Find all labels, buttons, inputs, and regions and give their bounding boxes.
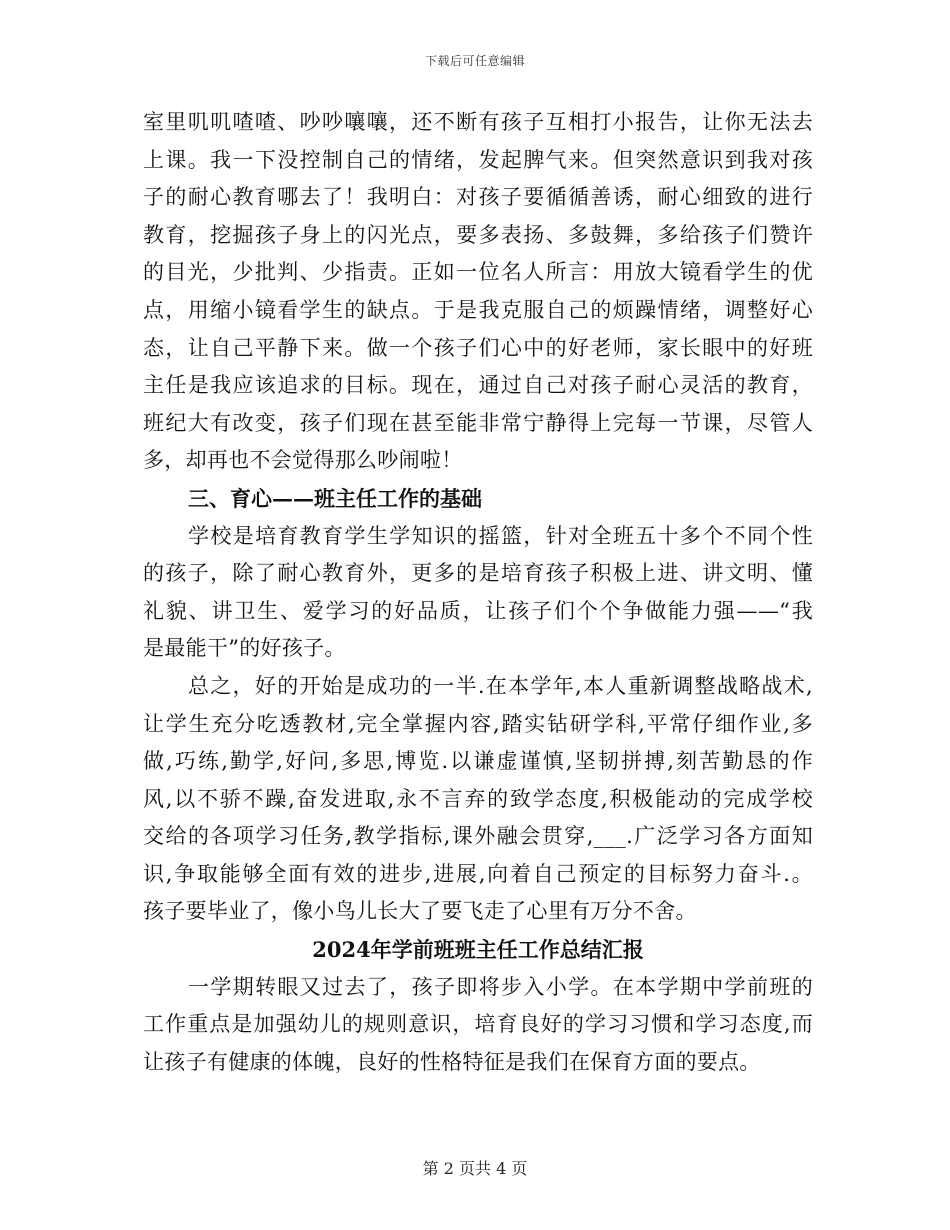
paragraph-intro	[143, 969, 813, 1082]
text-line: 工作重点是加强幼儿的规则意识，培育良好的学习习惯和学习态度,而	[143, 1012, 813, 1037]
text-line: 做,巧练,勤学,好问,多思,博览.以谦虚谨慎,坚韧拼搏,刻苦勤恳的作	[143, 749, 813, 774]
text-line: 总之，好的开始是成功的一半.在本学年,本人重新调整战略战术,	[188, 673, 813, 698]
text-line: 点，用缩小镜看学生的缺点。于是我克服自己的烦躁情绪，调整好心	[143, 297, 813, 322]
text-line: 是最能干”的好孩子。	[143, 636, 346, 661]
text-line: 让学生充分吃透教材,完全掌握内容,踏实钻研学科,平常仔细作业,多	[143, 711, 813, 736]
document-body	[143, 104, 813, 1081]
text-line: 孩子要毕业了，像小鸟儿长大了要飞走了心里有万分不舍。	[143, 899, 697, 924]
text-line: 的目光，少批判、少指责。正如一位名人所言：用放大镜看学生的优	[143, 260, 813, 285]
text-line: 室里叽叽喳喳、吵吵嚷嚷，还不断有孩子互相打小报告，让你无法去	[143, 110, 813, 134]
text-line: 让孩子有健康的体魄，良好的性格特征是我们在保育方面的要点。	[143, 1049, 761, 1074]
text-line: 风,以不骄不躁,奋发进取,永不言弃的致学态度,积极能动的完成学校	[143, 786, 813, 811]
paragraph-continued	[143, 104, 813, 480]
text-line: 上课。我一下没控制自己的情绪，发起脾气来。但突然意识到我对孩	[143, 147, 813, 172]
text-line: 教育，挖掘孩子身上的闪光点，要多表扬、多鼓舞，多给孩子们赞许	[143, 222, 813, 247]
text-line: 多，却再也不会觉得那么吵闹啦！	[143, 448, 463, 473]
document-title: 2024年学前班班主任工作总结汇报	[312, 937, 644, 963]
text-line: 交给的各项学习任务,教学指标,课外融会贯穿,___.广泛学习各方面知	[143, 824, 813, 849]
text-line: 识,争取能够全面有效的进步,进展,向着自己预定的目标努力奋斗.。	[143, 861, 813, 886]
section-heading: 三、育心——班主任工作的基础	[188, 485, 482, 511]
text-line: 班纪大有改变，孩子们现在甚至能非常宁静得上完每一节课，尽管人	[143, 410, 813, 435]
text-line: 子的耐心教育哪去了！我明白：对孩子要循循善诱，耐心细致的进行	[143, 185, 813, 210]
paragraph-summary	[143, 668, 813, 931]
text-line: 主任是我应该追求的目标。现在，通过自己对孩子耐心灵活的教育，	[143, 373, 813, 398]
paragraph-school	[143, 518, 813, 668]
page-number: 第 2 页共 4 页	[422, 1159, 528, 1178]
text-line: 礼貌、讲卫生、爱学习的好品质，让孩子们个个争做能力强——“我	[143, 598, 813, 623]
text-line: 一学期转眼又过去了，孩子即将步入小学。在本学期中学前班的	[188, 974, 813, 999]
text-line: 学校是培育教育学生学知识的摇篮，针对全班五十多个不同个性	[188, 523, 813, 548]
text-line: 态，让自己平静下来。做一个孩子们心中的好老师，家长眼中的好班	[143, 335, 813, 360]
page-header: 下载后可任意编辑	[424, 54, 525, 68]
text-line: 的孩子，除了耐心教育外，更多的是培育孩子积极上进、讲文明、懂	[143, 561, 813, 586]
